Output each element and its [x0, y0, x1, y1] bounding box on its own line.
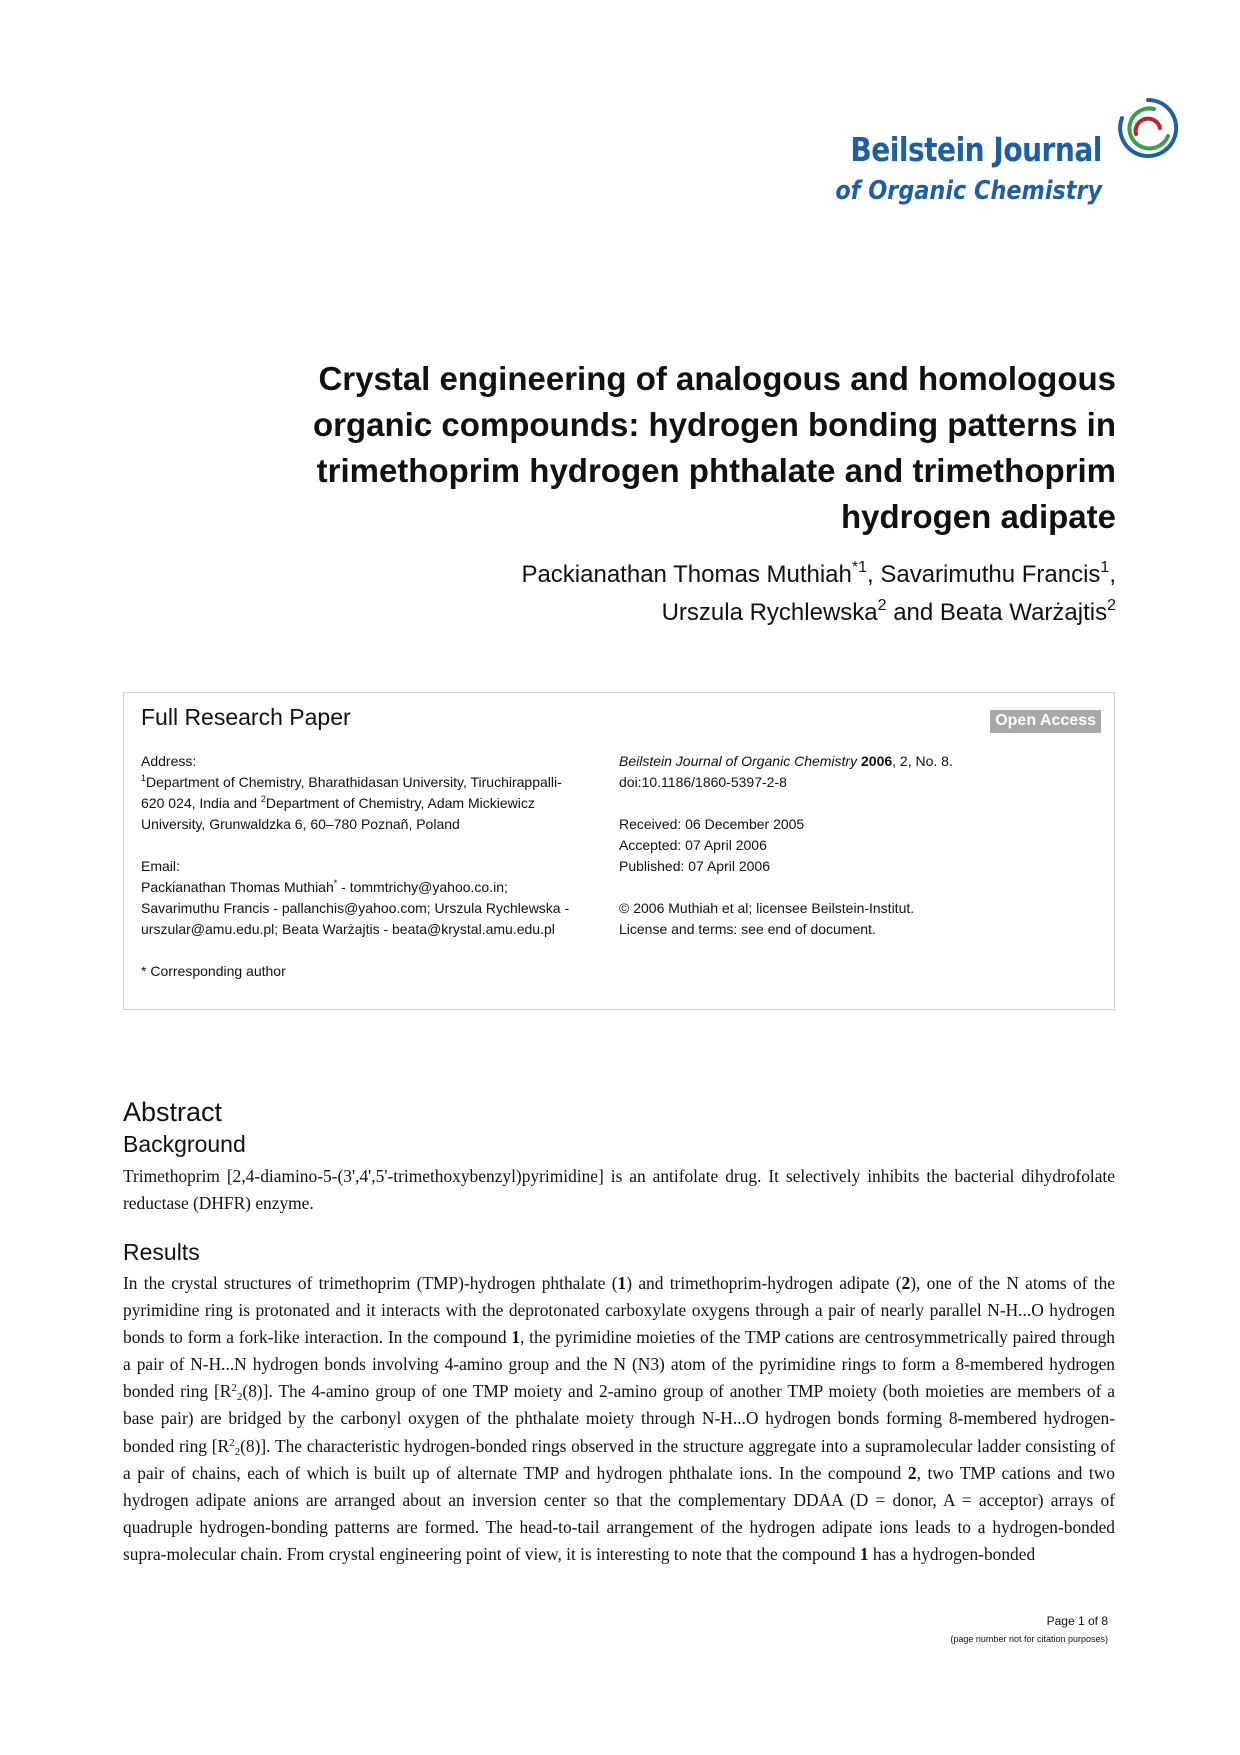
journal-name-line2: of Organic Chemistry — [835, 176, 1102, 206]
published-date: Published: 07 April 2006 — [619, 858, 770, 874]
beilstein-rings-icon — [1116, 96, 1180, 160]
journal-name-line1: Beilstein Journal — [850, 130, 1102, 169]
background-heading: Background — [123, 1131, 246, 1157]
citation-column — [619, 751, 1099, 940]
results-heading: Results — [123, 1239, 200, 1265]
corresponding-author-note: * Corresponding author — [141, 963, 286, 979]
email-address: - tommtrichy@yahoo.co.in; — [337, 879, 508, 895]
page-number: Page 1 of 8 — [1046, 1614, 1108, 1628]
author-name: Beata Warżajtis — [939, 599, 1108, 626]
affiliation-mark: 1 — [141, 773, 147, 783]
results-paragraph — [123, 1270, 1115, 1568]
results-text: ), one of the N atoms of the pyrimidine ring is protonated and it interacts with the deprotonated carboxylate oxygens through a pair of nearly parallel N-H...O hydrogen bonds to form a fork-like interaction. In the compound — [123, 1273, 1115, 1348]
ring-notation-sup: 2 — [229, 1436, 235, 1449]
citation-journal: Beilstein Journal of Organic Chemistry — [619, 753, 858, 769]
open-access-badge: Open Access — [990, 710, 1101, 733]
title-line: trimethoprim hydrogen phthalate and trimethoprim — [316, 452, 1116, 489]
background-paragraph: Trimethoprim [2,4-diamino-5-(3',4',5'-trimethoxybenzyl)pyrimidine] is an antifolate drug. It selectively inhibits the bacterial dihydrofolate reductase (DHFR) enzyme. — [123, 1166, 1115, 1213]
author-name: Savarimuthu Francis — [880, 561, 1101, 588]
title-line: hydrogen adipate — [840, 498, 1116, 535]
received-date: Received: 06 December 2005 — [619, 816, 805, 832]
author-line-2 — [400, 594, 1116, 632]
author-name: Packianathan Thomas Muthiah — [521, 561, 852, 588]
address-text: Department of Chemistry, Adam Mickiewicz — [265, 795, 535, 811]
address-line — [141, 793, 581, 814]
results-text: has a hydrogen-bonded — [868, 1543, 1036, 1564]
address-line — [141, 772, 581, 793]
citation — [619, 751, 1099, 772]
results-text: ) and trimethoprim-hydrogen adipate ( — [626, 1273, 902, 1293]
author-affiliation: *1 — [851, 559, 867, 576]
address-text: Department of Chemistry, Bharathidasan University, Tiruchirappalli- — [146, 774, 562, 790]
article-info-box — [123, 692, 1115, 1010]
compound-ref: 1 — [859, 1543, 869, 1564]
title-line: Crystal engineering of analogous and homologous — [318, 360, 1116, 397]
license-line: License and terms: see end of document. — [619, 921, 876, 937]
compound-ref: 2 — [907, 1462, 917, 1483]
author-list — [400, 556, 1116, 632]
results-text: In the crystal structures of trimethoprim (TMP)-hydrogen phthalate ( — [123, 1273, 618, 1293]
journal-logo — [820, 96, 1180, 216]
results-text: (8)]. The 4-amino group of one TMP moiety and 2-amino group of another TMP moiety (both moieties are members of a base pair) are bridged by the carbonyl oxygen of the phthalate moiety through N-H...O hydrogen bonds forming 8-membered hydrogen-bonded ring [R — [123, 1381, 1115, 1456]
ring-notation-sup: 2 — [231, 1382, 237, 1395]
email-line: Savarimuthu Francis - pallanchis@yahoo.com; Urszula Rychlewska - — [141, 900, 570, 916]
citation-year: 2006 — [861, 753, 893, 769]
article-title — [290, 356, 1116, 540]
author-affiliation: 1 — [1100, 559, 1110, 576]
email-author: Packianathan Thomas Muthiah — [141, 879, 334, 895]
ring-notation-sub: 2 — [234, 1445, 241, 1458]
address-text: 620 024, India and — [141, 795, 261, 811]
author-affiliation: 2 — [1107, 597, 1116, 614]
copyright-line: © 2006 Muthiah et al; licensee Beilstein-Institut. — [619, 900, 915, 916]
compound-ref: 1 — [617, 1273, 627, 1293]
results-text: (8)]. The characteristic hydrogen-bonded rings observed in the structure aggregate into a supramolecular ladder consisting of a pair of chains, each of which is built up of alternate TMP and hydrogen phthalate ions. In the compound — [123, 1435, 1116, 1483]
corresponding-mark: * — [333, 878, 338, 888]
author-separator: , — [1109, 561, 1116, 588]
address-label: Address: — [141, 753, 197, 769]
author-name: Urszula Rychlewska — [661, 599, 878, 626]
email-label: Email: — [141, 858, 180, 874]
author-line-1 — [400, 556, 1116, 594]
title-line: organic compounds: hydrogen bonding patterns in — [313, 406, 1116, 443]
compound-ref: 2 — [901, 1273, 911, 1293]
address-line: University, Grunwaldzka 6, 60–780 Poznañ, Poland — [141, 816, 460, 832]
address-email-column — [141, 751, 581, 982]
email-line — [141, 877, 581, 898]
compound-ref: 1 — [511, 1327, 521, 1348]
abstract-heading: Abstract — [123, 1097, 223, 1127]
email-line: urszular@amu.edu.pl; Beata Warżajtis - beata@krystal.amu.edu.pl — [141, 921, 555, 937]
author-separator: , — [867, 561, 881, 588]
results-text: , two TMP cations and two hydrogen adipate anions are arranged about an inversion center so that the complementary DDAA (D = donor, A = acceptor) arrays of quadruple hydrogen-bonding patterns are formed. The head-to-tail arrangement of the hydrogen adipate ions leads to a hydrogen-bonded supra-molecular chain. From crystal engineering point of view, it is interesting to note that the compound — [123, 1462, 1115, 1564]
paper-type: Full Research Paper — [141, 704, 351, 730]
author-affiliation: 2 — [877, 597, 887, 614]
citation-volume: , 2, No. 8. — [892, 753, 953, 769]
affiliation-mark: 2 — [260, 794, 266, 804]
page-number-note: (page number not for citation purposes) — [950, 1634, 1108, 1644]
accepted-date: Accepted: 07 April 2006 — [619, 837, 767, 853]
ring-notation-sub: 2 — [236, 1391, 243, 1404]
results-text: , the pyrimidine moieties of the TMP cations are centrosymmetrically paired through a pair of N-H...N hydrogen bonds involving 4-amino group and the N (N3) atom of the pyrimidine rings to form a 8-membered hydrogen bonded ring [R — [123, 1327, 1115, 1402]
author-separator: and — [886, 599, 940, 626]
doi: doi:10.1186/1860-5397-2-8 — [619, 774, 787, 790]
